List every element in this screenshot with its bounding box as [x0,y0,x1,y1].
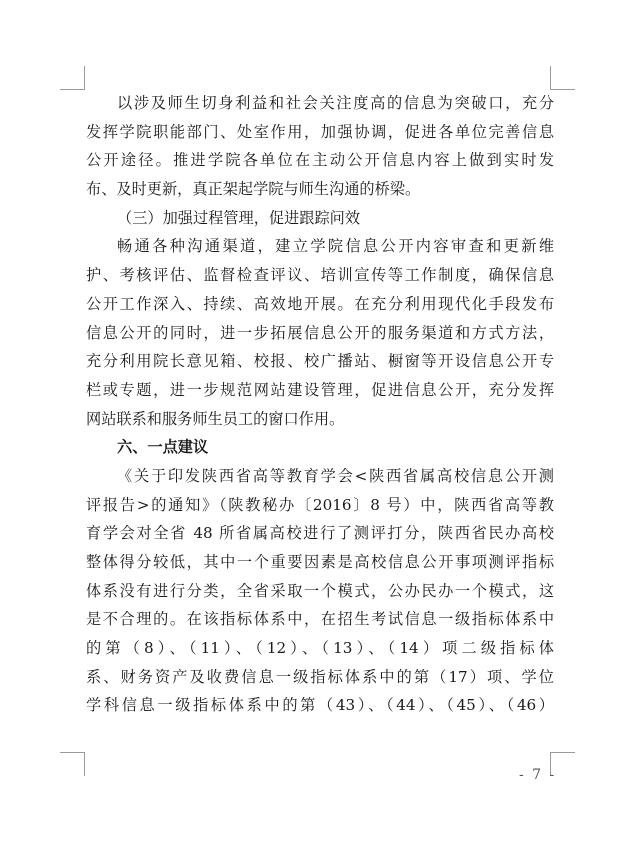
text-line: 整体得分较低，其中一个重要因素是高校信息公开事项测评指标 [86,553,554,571]
text-line: 公开途径。推进学院各单位在主动公开信息内容上做到实时发 [86,151,554,170]
text-line: 护、考核评估、监督检查评议、培训宣传等工作制度，确保信息 [86,266,554,285]
text-line: 网站联系和服务师生员工的窗口作用。 [86,409,345,428]
text-line: 畅通各种沟通渠道，建立学院信息公开内容审查和更新维 [117,237,554,256]
text-line: （三）加强过程管理，促进跟踪问效 [117,208,360,227]
text-line: 育学会对全省 48 所省属高校进行了测评打分，陕西省民办高校 [86,524,554,543]
text-line: 充分利用院长意见箱、校报、校广播站、橱窗等开设信息公开专 [86,352,554,371]
text-line: 体系没有进行分类，全省采取一个模式，公办民办一个模式，这 [86,581,554,600]
document-body [86,89,554,720]
text-line: 以涉及师生切身利益和社会关注度高的信息为突破口，充分 [117,94,554,112]
text-line: 《关于印发陕西省高等教育学会<陕西省属高校信息公开测 [117,466,554,485]
text-line: 发挥学院职能部门、处室作用，加强协调，促进各单位完善信息 [86,122,554,141]
crop-mark-top-left-h [60,89,85,90]
crop-mark-top-right-v [550,66,551,90]
crop-mark-bottom-right-h [550,752,575,753]
text-line: 学科信息一级指标体系中的第（43）、（44）、（45）、（46） [86,696,554,715]
page-number: - 7 - [519,767,557,783]
text-line: 系、财务资产及收费信息一级指标体系中的第（17）项、学位 [86,667,554,686]
crop-mark-bottom-left-h [60,752,85,753]
text-line: 评报告>的通知》（陕教秘办〔2016〕8 号）中，陕西省高等教 [86,495,554,514]
section-heading: 六、一点建议 [117,438,209,457]
text-line: 布、及时更新，真正架起学院与师生沟通的桥梁。 [86,180,421,199]
text-line: 的第（8）、（11）、（12）、（13）、（14）项二级指标体 [86,639,554,658]
text-line: 是不合理的。在该指标体系中，在招生考试信息一级指标体系中 [86,610,554,629]
text-line: 公开工作深入、持续、高效地开展。在充分利用现代化手段发布 [86,294,554,313]
text-line: 信息公开的同时，进一步拓展信息公开的服务渠道和方式方法， [86,323,554,342]
crop-mark-top-left-v [84,66,85,90]
crop-mark-bottom-left-v [84,752,85,776]
text-line: 栏或专题，进一步规范网站建设管理，促进信息公开，充分发挥 [86,380,554,399]
